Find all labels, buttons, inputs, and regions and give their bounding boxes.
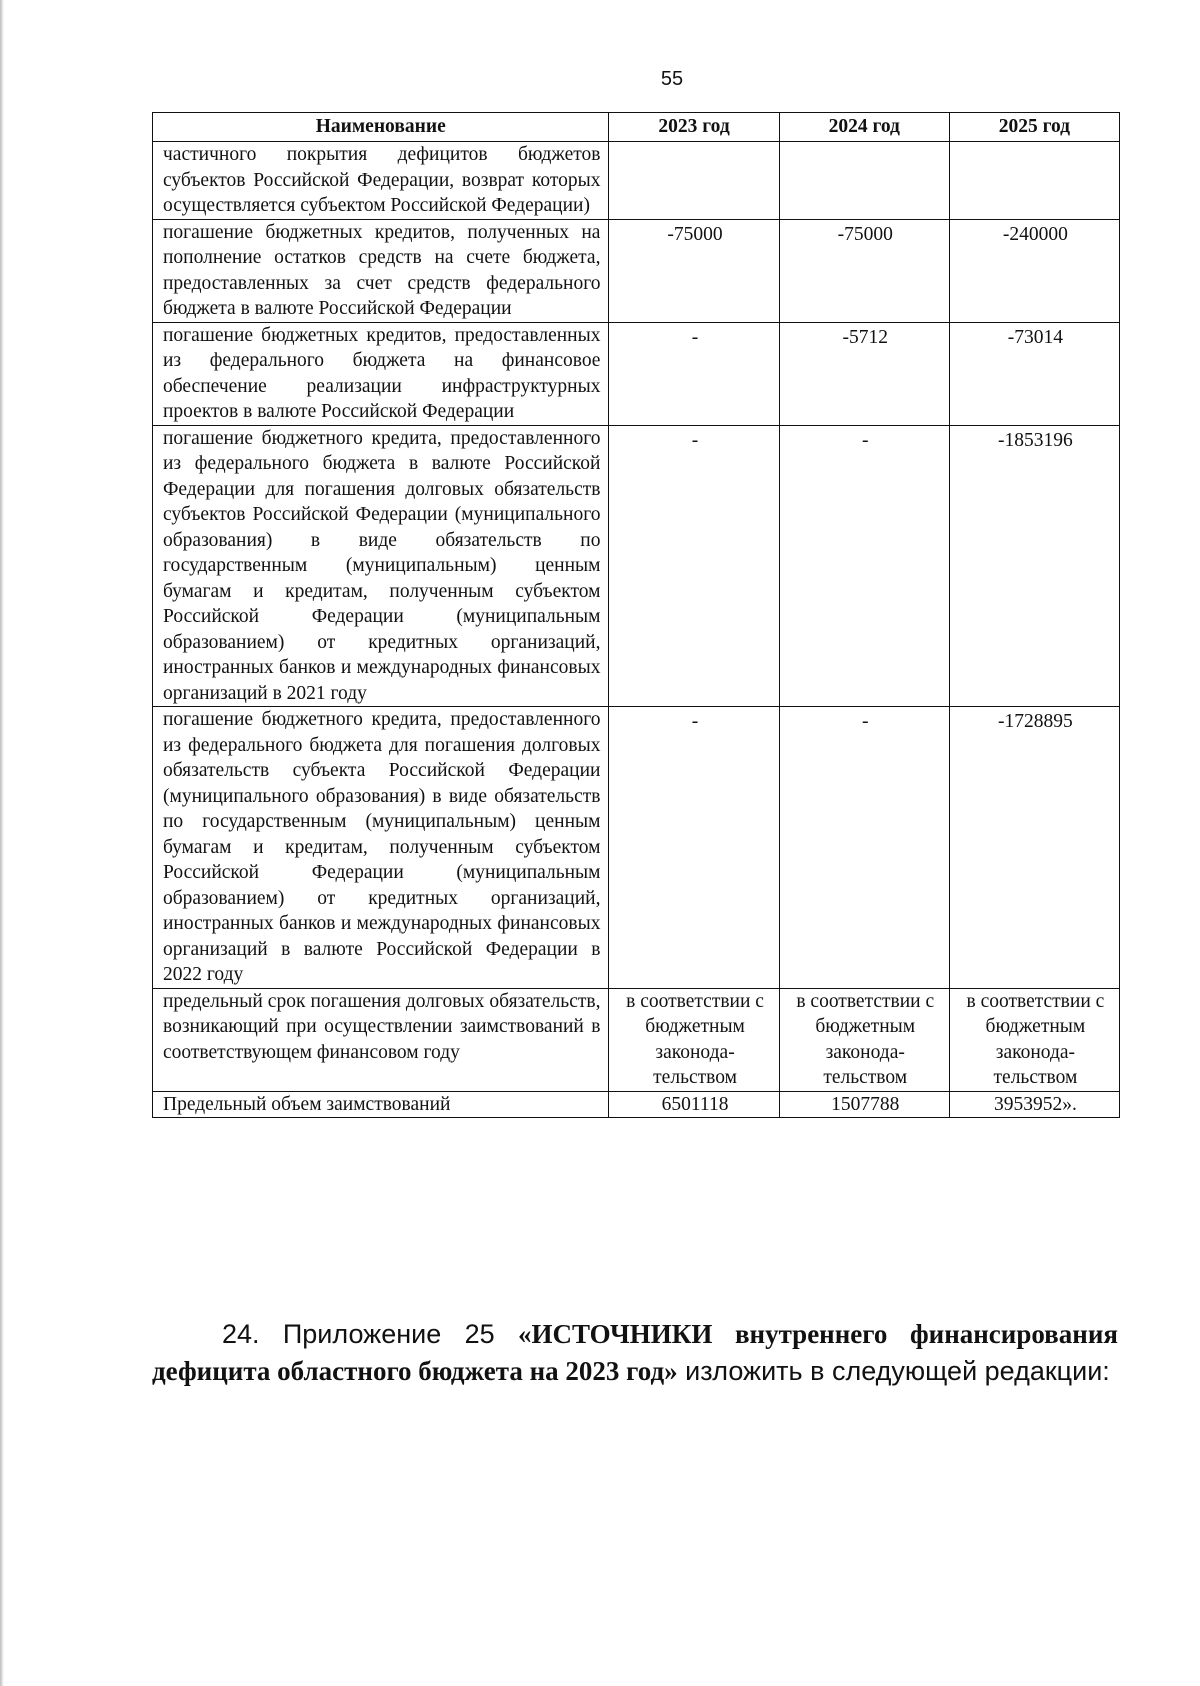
table-header-row xyxy=(153,113,1120,142)
amendment-paragraph xyxy=(152,1316,1118,1390)
value-2024: -75000 xyxy=(779,219,949,322)
header-2023: 2023 год xyxy=(609,113,779,142)
value-2025: 3953952». xyxy=(949,1091,1119,1118)
value-2024: -5712 xyxy=(779,322,949,425)
row-name: погашение бюджетных кредитов, полученных на пополнение остатков средств на счете бюджета, предоставленных за счет средств федерального бюджета в валюте Российской Федерации xyxy=(153,219,609,322)
value-2025 xyxy=(949,142,1119,220)
value-2023: - xyxy=(609,707,779,989)
value-2025: -73014 xyxy=(949,322,1119,425)
table-row xyxy=(153,707,1120,989)
value-2024: 1507788 xyxy=(779,1091,949,1118)
value-2024: - xyxy=(779,707,949,989)
row-name: Предельный объем заимствований xyxy=(153,1091,609,1118)
table-row xyxy=(153,322,1120,425)
value-2023 xyxy=(609,142,779,220)
row-name: погашение бюджетных кредитов, предоставленных из федерального бюджета на финансовое обеспечение реализации инфраструктурных проектов в валюте Российской Федерации xyxy=(153,322,609,425)
header-2025: 2025 год xyxy=(949,113,1119,142)
value-2025: -1853196 xyxy=(949,425,1119,707)
row-name: частичного покрытия дефицитов бюджетов субъектов Российской Федерации, возврат которых осуществляется субъектом Российской Федерации) xyxy=(153,142,609,220)
table-row xyxy=(153,219,1120,322)
table-row xyxy=(153,425,1120,707)
page-number: 55 xyxy=(660,68,684,90)
value-2025: -240000 xyxy=(949,219,1119,322)
table-row xyxy=(153,142,1120,220)
value-2024 xyxy=(779,142,949,220)
value-2025: -1728895 xyxy=(949,707,1119,989)
table-row xyxy=(153,1091,1120,1118)
value-2024: в соответствии с бюджетным законода-тельством xyxy=(779,988,949,1091)
row-name: предельный срок погашения долговых обязательств, возникающий при осуществлении заимствований в соответствующем финансовом году xyxy=(153,988,609,1091)
value-2023: - xyxy=(609,322,779,425)
value-2023: в соответствии с бюджетным законода-тельством xyxy=(609,988,779,1091)
paragraph-bold-title: «ИСТОЧНИКИ внутреннего финансирования дефицита областного бюджета на 2023 год» xyxy=(152,1319,1118,1386)
header-name: Наименование xyxy=(153,113,609,142)
value-2023: - xyxy=(609,425,779,707)
value-2023: 6501118 xyxy=(609,1091,779,1118)
row-name: погашение бюджетного кредита, предоставленного из федерального бюджета в валюте Российской Федерации для погашения долговых обязательств субъектов Российской Федерации (муниципального образования) в виде обязательств по государственным (муниципальным) ценным бумагам и кредитам, полученным субъектом Российской Федерации (муниципальным образованием) от кредитных организаций, иностранных банков и международных финансовых организаций в 2021 году xyxy=(153,425,609,707)
paragraph-tail: изложить в следующей редакции: xyxy=(677,1356,1110,1386)
value-2023: -75000 xyxy=(609,219,779,322)
paragraph-lead: 24. Приложение 25 xyxy=(222,1319,518,1349)
budget-table xyxy=(152,112,1120,1118)
value-2024: - xyxy=(779,425,949,707)
scan-edge xyxy=(0,0,4,1686)
table-row xyxy=(153,988,1120,1091)
value-2025: в соответствии с бюджетным законода-тельством xyxy=(949,988,1119,1091)
header-2024: 2024 год xyxy=(779,113,949,142)
row-name: погашение бюджетного кредита, предоставленного из федерального бюджета для погашения долговых обязательств субъекта Российской Федерации (муниципального образования) в виде обязательств по государственным (муниципальным) ценным бумагам и кредитам, полученным субъектом Российской Федерации (муниципальным образованием) от кредитных организаций, иностранных банков и международных финансовых организаций в валюте Российской Федерации в 2022 году xyxy=(153,707,609,989)
